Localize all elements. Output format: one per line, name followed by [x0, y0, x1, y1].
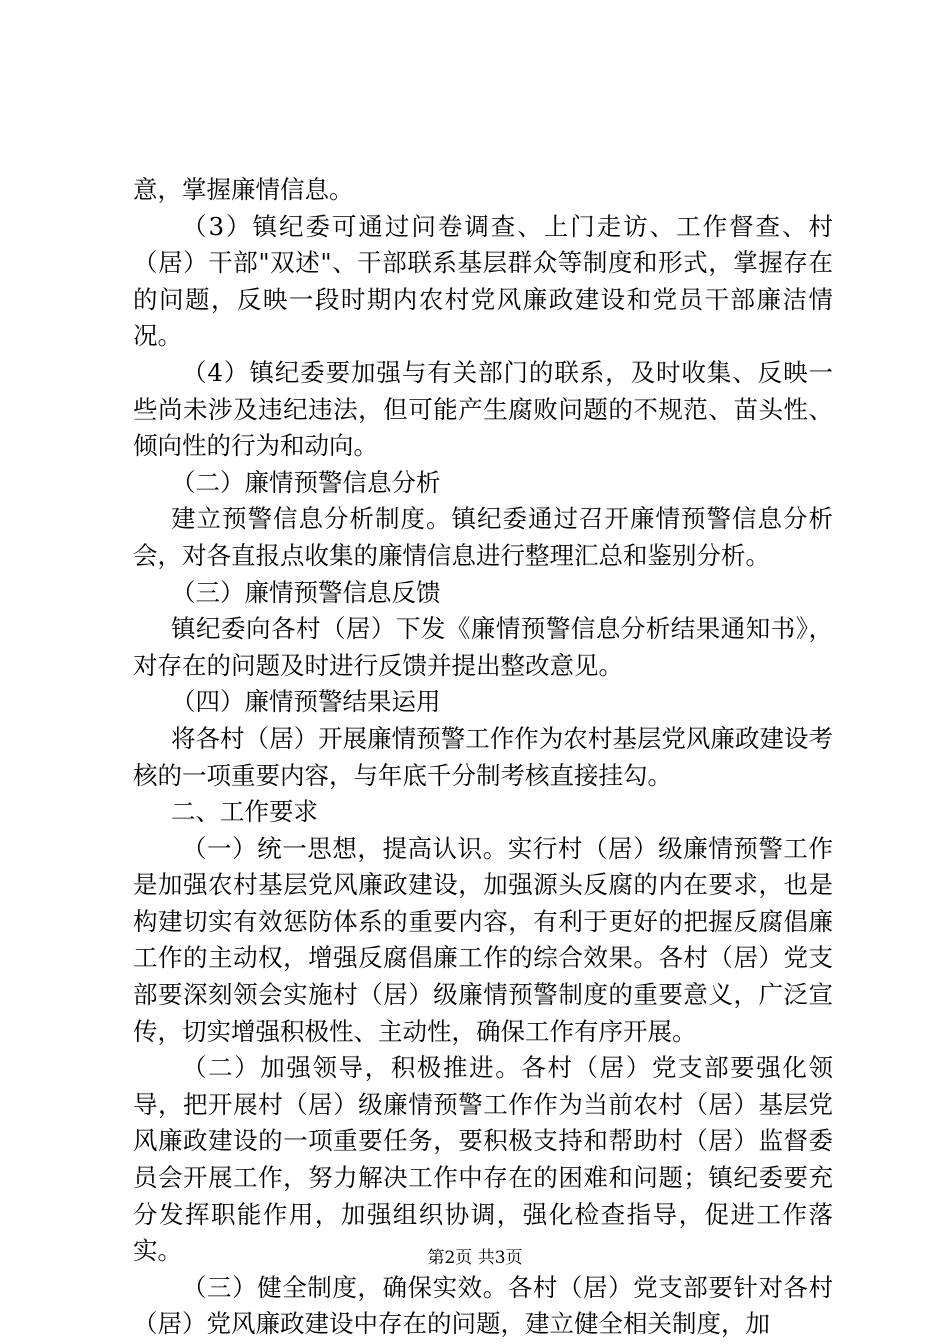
section-heading-requirements: 二、工作要求 — [171, 797, 318, 827]
paragraph-item-3: （3）镇纪委可通过问卷调查、上门走访、工作督查、村（居）干部"双述"、干部联系基层群众等制度和形式，掌握存在的问题，反映一段时期内农村党风廉政建设和党员干部廉洁情况。 — [133, 211, 833, 351]
section-heading-analysis: （二）廉情预警信息分析 — [171, 467, 441, 497]
paragraph-application: 将各村（居）开展廉情预警工作作为农村基层党风廉政建设考核的一项重要内容，与年底千分制考核直接挂勾。 — [133, 723, 833, 790]
paragraph-item-4: （4）镇纪委要加强与有关部门的联系，及时收集、反映一些尚未涉及违纪违法，但可能产生腐败问题的不规范、苗头性、倾向性的行为和动向。 — [133, 357, 833, 461]
paragraph-requirement-2: （二）加强领导，积极推进。各村（居）党支部要强化领导，把开展村（居）级廉情预警工作作为当前农村（居）基层党风廉政建设的一项重要任务，要积极支持和帮助村（居）监督委员会开展工作，努力解决工作中存在的困难和问题；镇纪委要充分发挥职能作用，加强组织协调，强化检查指导，促进工作落实。 — [133, 1053, 833, 1266]
paragraph-analysis: 建立预警信息分析制度。镇纪委通过召开廉情预警信息分析会，对各直报点收集的廉情信息进行整理汇总和鉴别分析。 — [133, 504, 833, 570]
paragraph-feedback: 镇纪委向各村（居）下发《廉情预警信息分析结果通知书》，对存在的问题及时进行反馈并提出整改意见。 — [133, 614, 833, 680]
paragraph-continuation: 意，掌握廉情信息。 — [133, 175, 354, 204]
document-body — [133, 172, 833, 1343]
section-heading-application: （四）廉情预警结果运用 — [171, 687, 441, 717]
page-footer: 第2页 共3页 — [427, 1248, 523, 1268]
paragraph-requirement-1: （一）统一思想，提高认识。实行村（居）级廉情预警工作是加强农村基层党风廉政建设，加强源头反腐的内在要求，也是构建切实有效惩防体系的重要内容，有利于更好的把握反腐倡廉工作的主动权，增强反腐倡廉工作的综合效果。各村（居）党支部要深刻领会实施村（居）级廉情预警制度的重要意义，广泛宣传，切实增强积极性、主动性，确保工作有序开展。 — [133, 833, 833, 1046]
section-heading-feedback: （三）廉情预警信息反馈 — [171, 577, 441, 607]
paragraph-requirement-3: （三）健全制度，确保实效。各村（居）党支部要针对各村（居）党风廉政建设中存在的问题，建立健全相关制度，加 — [133, 1272, 833, 1339]
